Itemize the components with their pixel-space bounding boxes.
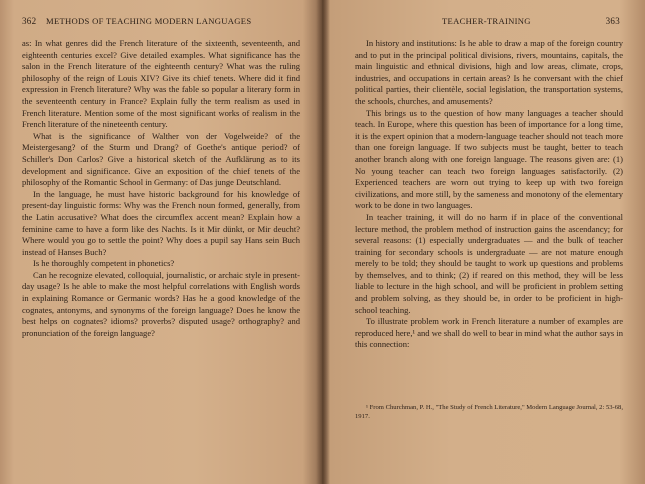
right-page (322, 0, 645, 484)
left-page-body (22, 38, 300, 339)
right-page-body (355, 38, 623, 351)
footnote (355, 404, 623, 421)
paragraph: as: In what genres did the French literature of the sixteenth, seventeenth, and eighteenth centuries excel? Give detailed examples. What significance has the salon in the French literature of the eighteenth century? What was the ruling philosophy of the reign of Louis XIV? Give its chief tenets. Where did it find expression in French literature? Why was the fable so popular a literary form in the seventeenth century in France? Explain fully the term realism as used in French literature. Mention some of the most significant works of realism in the French literature of the nineteenth century. (22, 38, 300, 130)
paragraph: What is the significance of Walther von der Vogelweide? of the Meistergesang? of the Sturm und Drang? of Goethe's antique period? of Schiller's Don Carlos? Give a historical sketch of the Aufklärung as to its development and significance. Give an exposition of the chief tenets of the philosophy of the Romantic School in Germany: of Das junge Deutschland. (22, 130, 300, 188)
left-page-number: 362 (22, 16, 37, 26)
paragraph: To illustrate problem work in French literature a number of examples are reproduced here,¹ and we shall do well to bear in mind what the author says in this connection: (355, 316, 623, 350)
paragraph: Can he recognize elevated, colloquial, journalistic, or archaic style in present-day usage? Is he able to make the most helpful correlations with English words in explaining Romance or Germanic words? Has he a good knowledge of the cognates, antonyms, and synonyms of the foreign language? Does he know the best helps on cognates? idioms? proverbs? disputed usage? orthography? and pronunciation of the foreign language? (22, 269, 300, 338)
paragraph: This brings us to the question of how many languages a teacher should teach. In Europe, where this question has been of importance for a long time, it is the expert opinion that a modern-language teacher should not teach more than one foreign language. If two subjects must be taught, better to teach another branch along with one foreign language. The reasons given are: (1) No young teacher can teach two foreign languages satisfactorily. (2) Experienced teachers are worn out trying to keep up with two foreign civilizations, and more still, by the sameness and monotony of the elementary work to be done in two languages. (355, 107, 623, 211)
left-running-head: METHODS OF TEACHING MODERN LANGUAGES (46, 16, 252, 26)
right-running-head: TEACHER-TRAINING (442, 16, 531, 26)
paragraph: In teacher training, it will do no harm if in place of the conventional lecture method, the problem method of instruction gains the ascendancy; for several reasons: (1) especially undergraduates — and the bulk of teacher training for secondary schools is undergraduate — are not mature enough merely to be told; they should be taught to work up questions and problems by themselves, and to think; (2) if reared on this method, they will be less liable to lecture in the high school, and will be proficient in problem setting and problem solving, as they should be, in order to be proficient in high-school teaching. (355, 211, 623, 315)
footnote-text: ¹ From Churchman, P. H., "The Study of French Literature," Modern Language Journal, 2: 53-68, 1917. (355, 404, 623, 420)
book-gutter (316, 0, 330, 484)
paragraph: Is he thoroughly competent in phonetics? (33, 258, 175, 269)
paragraph: In the language, he must have historic background for his knowledge of present-day linguistic forms: Why was the French noun formed, generally, from the Latin accusative? What does the circumflex accent mean? Explain how a feminine came to have a form like des Nachts. Is it Mir dünkt, or Mir deucht? Where would you go to settle the point? Why does a pupil say Hans sein Buch instead of Hanses Buch? (22, 188, 300, 257)
left-page (0, 0, 322, 484)
right-page-number: 363 (605, 16, 620, 26)
paragraph: In history and institutions: Is he able to draw a map of the foreign country and to put in the principal political divisions, rivers, mountains, capitals, the main linguistic and ethnical divisions, high and low areas, climate, crops, industries, and occupations in certain areas? Is he conversant with the chief political parties, their clientèle, social legislation, the transportation systems, the schools, churches, and amusements? (355, 38, 623, 106)
